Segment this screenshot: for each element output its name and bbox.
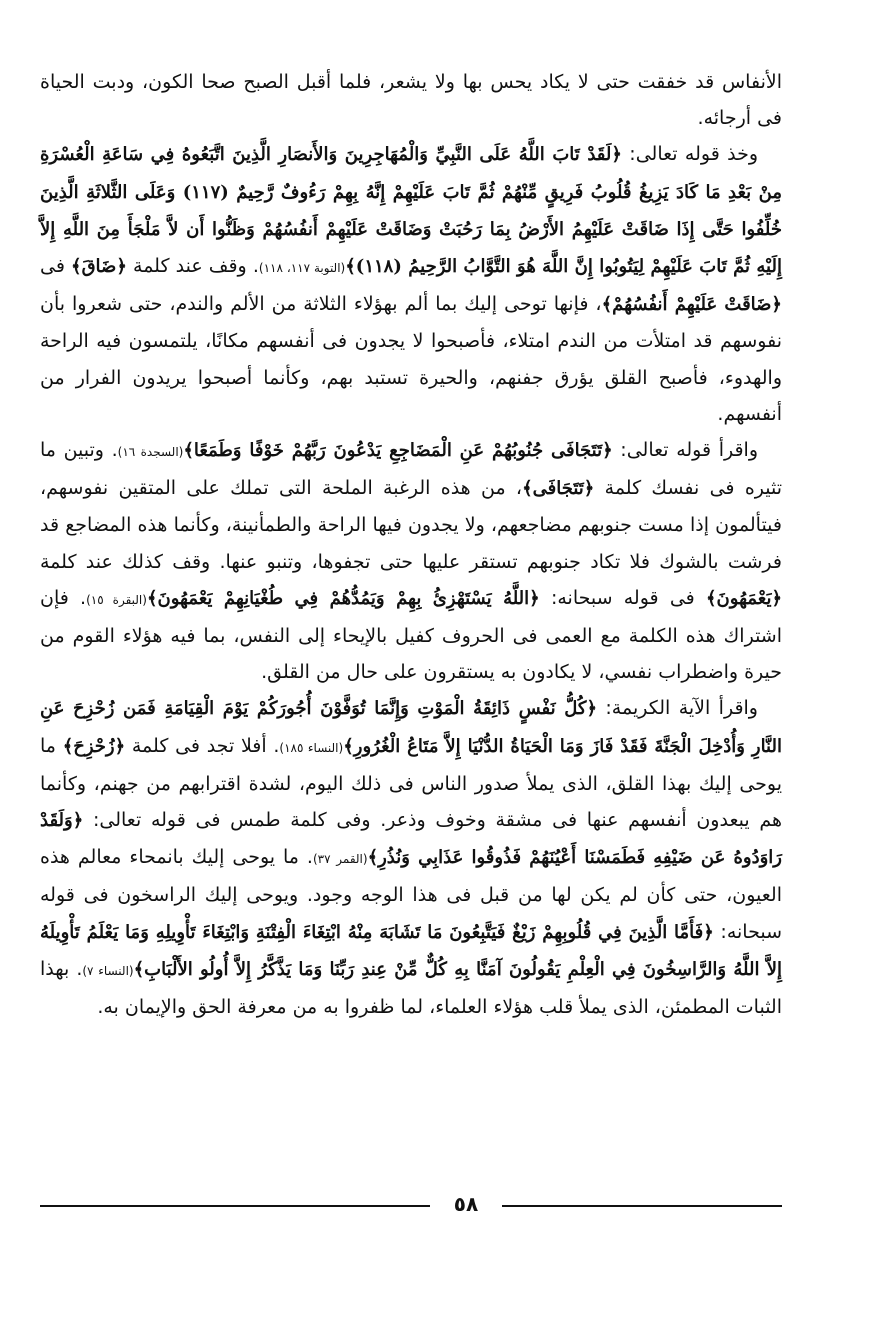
page-number: ٥٨ (453, 1192, 479, 1216)
quran-verse: ﴿تَتَجَافَى جُنُوبُهُمْ عَنِ الْمَضَاجِعِ يَدْعُونَ رَبَّهُمْ خَوْفًا وَطَمَعًا﴾ (183, 440, 613, 462)
paragraph-text: . فإن اشتراك هذه الكلمة مع العمى فى الحروف كفيل بالإيحاء إلى النفس، بما فيه هؤلاء القوم من حيرة واضطراب نفسي، لا يكادون به يستقرون على حال من القلق. (40, 586, 782, 684)
quran-verse: ﴿اللَّهُ يَسْتَهْزِئُ بِهِمْ وَيَمُدُّهُمْ فِي طُغْيَانِهِمْ يَعْمَهُونَ﴾ (146, 587, 540, 609)
paragraph-text: ، فإنها توحى إليك بما ألم بهؤلاء الثلاثة من الألم والندم، حتى شعروا بأن نفوسهم قد امتلأت من الندم امتلاء، فأصبحوا لا يجدون فى أنفسهم مكانًا، يلتمسون فيه الراحة والهدوء، فأصبح القلق يؤرق جفنهم، والحيرة تستبد بهم، وكأنما أصبحوا يريدون الفرار من أنفسهم. (40, 293, 782, 425)
page-footer (40, 1192, 782, 1222)
paragraph-text: . بهذا الثبات المطمئن، الذى يملأ قلب هؤلاء العلماء، لما ظفروا به من معرفة الحق والإيمان به. (40, 957, 782, 1019)
paragraph-text: وخذ قوله تعالى: (621, 143, 759, 166)
paragraph-text: فى (40, 255, 72, 278)
paragraph (40, 136, 782, 432)
page-body-text (40, 64, 782, 1025)
paragraph-text: . وقف عند كلمة (126, 255, 259, 278)
quran-verse: ﴿يَعْمَهُونَ﴾ (706, 587, 783, 609)
paragraph (40, 432, 782, 690)
verse-reference: (السجدة ١٦) (117, 445, 184, 460)
paragraph (40, 64, 782, 136)
quran-verse: ﴿فَأَمَّا الَّذِينَ فِي قُلُوبِهِمْ زَيْغٌ فَيَتَّبِعُونَ مَا تَشَابَهَ مِنْهُ ابْتِغَاءَ الْفِتْنَةِ وَابْتِغَاءَ تَأْوِيلِهِ وَمَا يَعْلَمُ تَأْوِيلَهُ إِلاَّ اللَّهُ وَالرَّاسِخُونَ فِي الْعِلْمِ يَقُولُونَ آمَنَّا بِهِ كُلٌّ مِّنْ عِندِ رَبِّنَا وَمَا يَذَّكَّرُ إِلاَّ أُولُو الأَلْبَابِ﴾ (40, 921, 782, 980)
quran-verse: ﴿كُلُّ نَفْسٍ ذَائِقَةُ الْمَوْتِ وَإِنَّمَا تُوَفَّوْنَ أُجُورَكُمْ يَوْمَ الْقِيَامَةِ فَمَن زُحْزِحَ عَنِ النَّارِ وَأُدْخِلَ الْجَنَّةَ فَقَدْ فَازَ وَمَا الْحَيَاةُ الدُّنْيَا إِلاَّ مَتَاعُ الْغُرُورِ﴾ (40, 698, 782, 757)
paragraph-text: ما يوحى إليك بهذا القلق، الذى يملأ صدور الناس فى ذلك اليوم، لشدة اقترابهم من جهنم، وكأنما هم يبعدون أنفسهم عنها فى مشقة وخوف وذعر. وفى كلمة طمس فى قوله تعالى: (40, 734, 782, 832)
verse-reference: (التوبة ١١٧، ١١٨) (258, 261, 346, 276)
paragraph-text: ، من هذه الرغبة الملحة التى تملك على المتقين نفوسهم، فيتألمون إذا مست جنوبهم مضاجعهم، ولا يجدون فيها الراحة والطمأنينة، وكأنما هذه المضاجع قد فرشت بالشوك فلا تكاد جنوبهم تستقر عليها حتى تجفوها، وتنبو عنها. وقف كذلك عند كلمة (40, 477, 782, 573)
quran-verse: ﴿ضَاقَ﴾ (71, 256, 127, 278)
verse-reference: (البقرة ١٥) (86, 592, 147, 607)
paragraph-text: فى قوله سبحانه: (539, 586, 706, 609)
verse-reference: (القمر ٣٧) (312, 852, 368, 867)
paragraph-text: . أفلا تجد فى كلمة (125, 734, 280, 757)
verse-reference: (النساء ١٨٥) (279, 740, 344, 755)
footer-rule-right (502, 1205, 782, 1207)
quran-verse: ﴿زُحْزِحَ﴾ (62, 735, 126, 757)
paragraph-text: . ما يوحى إليك بانمحاء معالم هذه العيون، حتى كأن لم يكن لها من قبل فى هذا الوجه وجود. ويوحى إليك الراسخون فى قوله سبحانه: (40, 846, 782, 943)
footer-rule-left (40, 1205, 430, 1207)
paragraph-text: واقرأ الآية الكريمة: (597, 697, 758, 720)
quran-verse: ﴿تَتَجَافَى﴾ (522, 478, 595, 500)
quran-verse: ﴿وَلَقَدْ رَاوَدُوهُ عَن ضَيْفِهِ فَطَمَسْنَا أَعْيُنَهُمْ فَذُوقُوا عَذَابِي وَنُذُرِ﴾ (40, 810, 782, 869)
paragraph-text: الأنفاس قد خفقت حتى لا يكاد يحس بها ولا يشعر، فلما أقبل الصبح صحا الكون، ودبت الحياة فى أرجائه. (40, 71, 782, 130)
quran-verse: ﴿ضَاقَتْ عَلَيْهِمْ أَنفُسُهُمْ﴾ (601, 294, 782, 316)
verse-reference: (النساء ٧) (82, 963, 134, 978)
paragraph (40, 690, 782, 1025)
quran-verse: ﴿لَقَدْ تَابَ اللَّهُ عَلَى النَّبِيِّ وَالْمُهَاجِرِينَ وَالأَنصَارِ الَّذِينَ اتَّبَعُوهُ فِي سَاعَةِ الْعُسْرَةِ مِنْ بَعْدِ مَا كَادَ يَزِيغُ قُلُوبُ فَرِيقٍ مِّنْهُمْ ثُمَّ تَابَ عَلَيْهِمْ إِنَّهُ بِهِمْ رَءُوفٌ رَّحِيمٌ (١١٧) وَعَلَى الثَّلاثَةِ الَّذِينَ خُلِّفُوا حَتَّى إِذَا ضَاقَتْ عَلَيْهِمُ الأَرْضُ بِمَا رَحُبَتْ وَضَاقَتْ عَلَيْهِمْ أَنفُسُهُمْ وَظَنُّوا أَن لاَّ مَلْجَأَ مِنَ اللَّهِ إِلاَّ إِلَيْهِ ثُمَّ تَابَ عَلَيْهِمْ لِيَتُوبُوا إِنَّ اللَّهَ هُوَ التَّوَّابُ الرَّحِيمُ (١١٨)﴾ (40, 144, 782, 278)
paragraph-text: واقرأ قوله تعالى: (612, 439, 758, 462)
paragraph-text: . وتبين ما تثيره فى نفسك كلمة (40, 439, 783, 500)
